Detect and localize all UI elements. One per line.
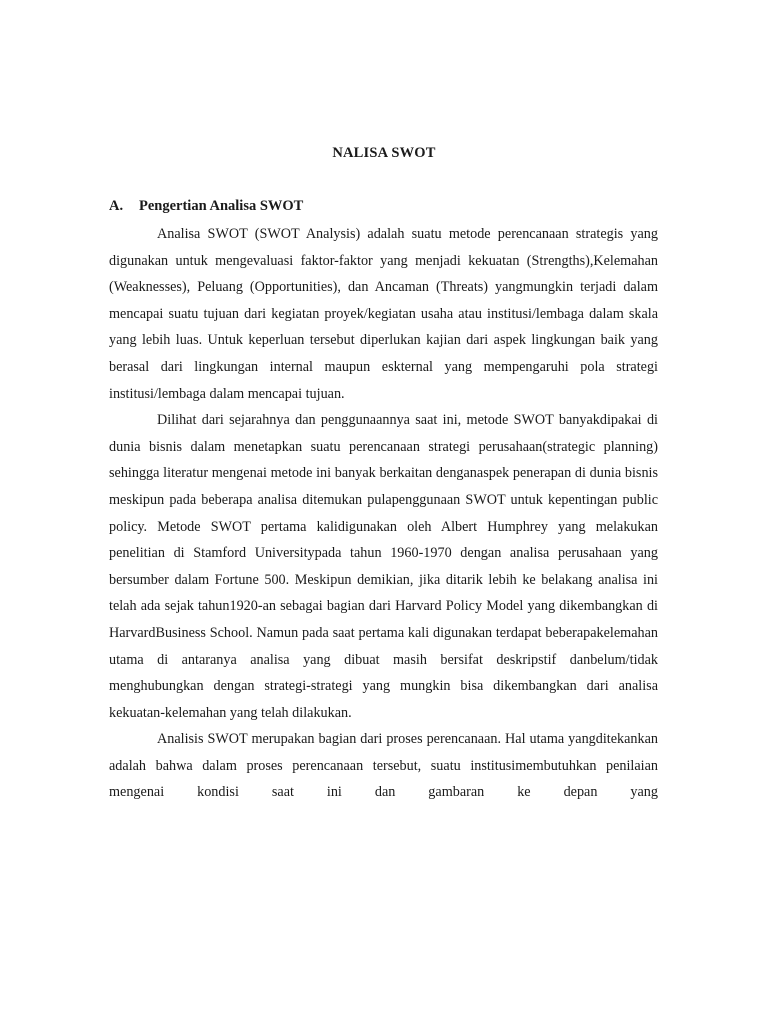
document-body [109, 221, 658, 806]
section-heading-text: Pengertian Analisa SWOT [139, 198, 304, 214]
document-title: NALISA SWOT [332, 145, 436, 161]
paragraph: Analisa SWOT (SWOT Analysis) adalah suatu metode perencanaan strategis yang digunakan untuk mengevaluasi faktor-faktor yang menjadi kekuatan (Strengths),Kelemahan (Weaknesses), Peluang (Opportunities), dan Ancaman (Threats) yangmungkin terjadi dalam mencapai suatu tujuan dari kegiatan proyek/kegiatan usaha atau institusi/lembaga dalam skala yang lebih luas. Untuk keperluan tersebut diperlukan kajian dari aspek lingkungan baik yang berasal dari lingkungan internal maupun eskternal yang mempengaruhi pola strategi institusi/lembaga dalam mencapai tujuan. [109, 226, 658, 402]
paragraph: Analisis SWOT merupakan bagian dari proses perencanaan. Hal utama yangditekankan adalah bahwa dalam proses perencanaan tersebut, suatu institusimembutuhkan penilaian mengenai kondisi saat ini dan gambaran ke depan yang [109, 731, 658, 801]
section-number: A. [109, 198, 124, 214]
section-heading [109, 198, 303, 215]
paragraph: Dilihat dari sejarahnya dan penggunaannya saat ini, metode SWOT banyakdipakai di dunia bisnis dalam menetapkan suatu perencanaan strategi perusahaan(strategic planning) sehingga literatur mengenai metode ini banyak berkaitan denganaspek penerapan di dunia bisnis meskipun pada beberapa analisa ditemukan pulapenggunaan SWOT untuk kepentingan public policy. Metode SWOT pertama kalidigunakan oleh Albert Humphrey yang melakukan penelitian di Stamford Universitypada tahun 1960-1970 dengan analisa perusahaan yang bersumber dalam Fortune 500. Meskipun demikian, jika ditarik lebih ke belakang analisa ini telah ada sejak tahun1920-an sebagai bagian dari Harvard Policy Model yang dikembangkan di HarvardBusiness School. Namun pada saat pertama kali digunakan terdapat beberapakelemahan utama di antaranya analisa yang dibuat masih bersifat deskripstif danbelum/tidak menghubungkan dengan strategi-strategi yang mungkin bisa dikembangkan dari analisa kekuatan-kelemahan yang telah dilakukan. [109, 412, 658, 721]
